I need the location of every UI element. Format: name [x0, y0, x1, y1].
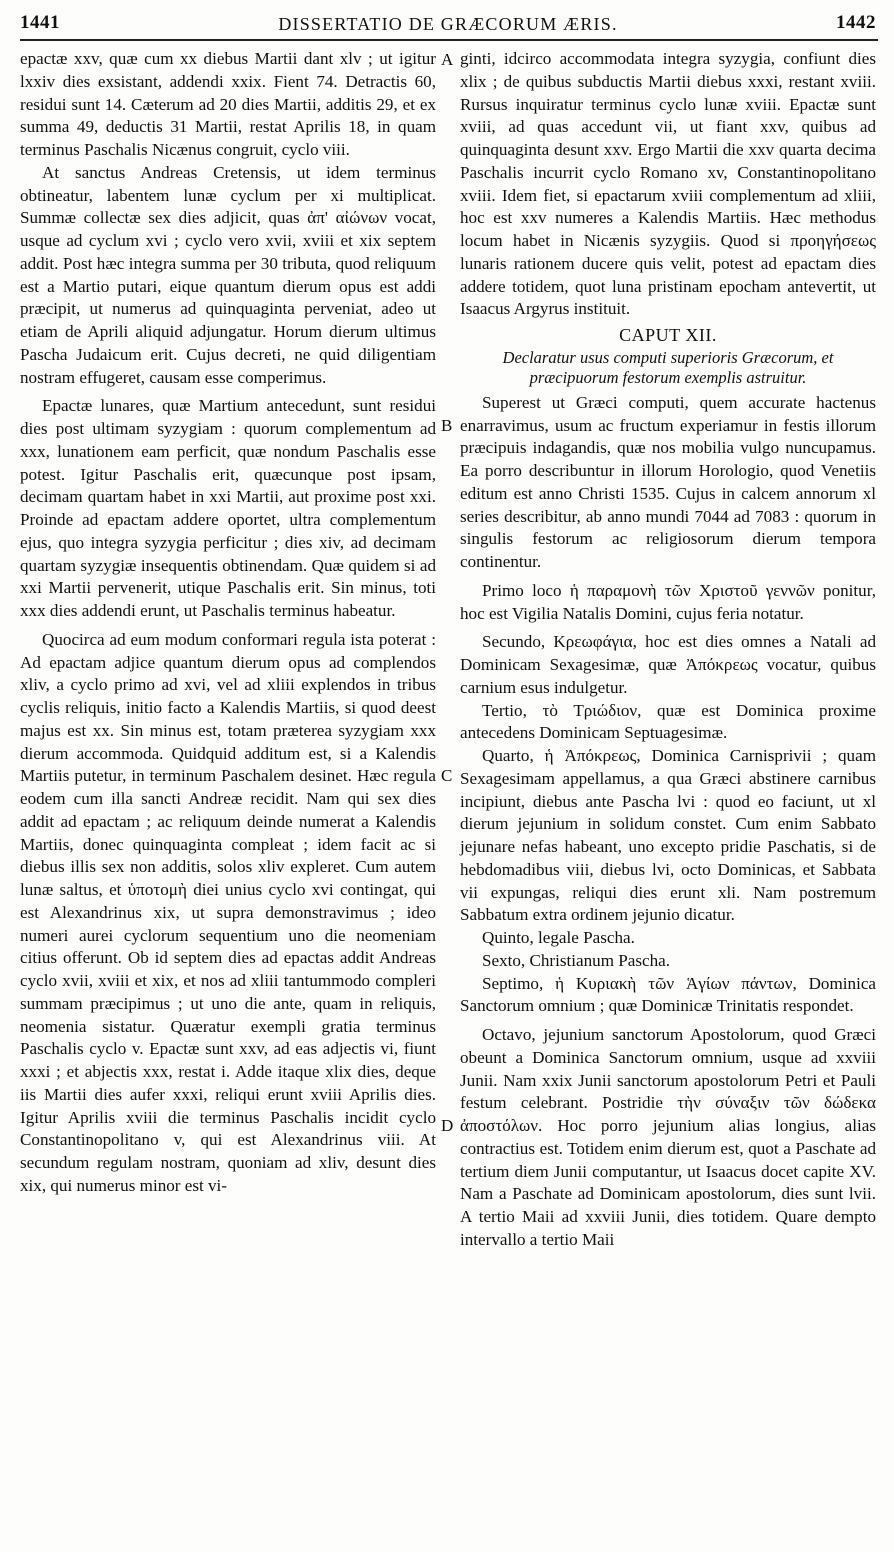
left-column	[20, 48, 436, 1198]
paragraph: Sexto, Christianum Pascha.	[482, 950, 671, 970]
chapter-subtitle: Declaratur usus computi superioris Græcorum, et præcipuorum festorum exemplis astruitur.	[502, 347, 834, 387]
paragraph: Septimo, ἡ Κυριακὴ τῶν Ἁγίων πάντων, Dominica Sanctorum omnium ; quæ Dominicæ Trinitatis respondet.	[460, 973, 876, 1016]
header-rule	[20, 39, 878, 41]
paragraph: ginti, idcirco accommodata integra syzygia, confiunt dies xlix ; de quibus subductis Martii diebus xxxi, restant xviii. Rursus inquiratur terminus cyclo lunæ xviii. Epactæ sunt xviii, ad quas accedunt vii, ut fiant xxv, quibus ad quinquaginta desunt xxv. Ergo Martii die xxv quarta decima Paschalis incurrit cyclo Romano xv, Constantinopolitano xviii. Idem fiet, si epactarum xviii complementum ad xliii, hoc est xxv numeres a Kalendis Martiis. Hæc methodus locum habet in Nicænis syzygiis. Quod si προηγήσεως lunaris rationem ducere quis velit, potest ad epactam dies addere totidem, quot luna pristinam epocham antevertit, ut Isaacus Argyrus instituit.	[460, 49, 876, 319]
paragraph: Quocirca ad eum modum conformari regula ista poterat : Ad epactam adjice quantum dierum opus ad complendos xliv, a cyclo primo ad xvi, vel ad xliii explendos in tribus cyclis reliquis, initio facto a Kalendis Martiis, si quod deest majus est xx. Sin minus est, totam præterea syzygiam xxx dierum accommoda. Quidquid additum est, si a Kalendis Martiis putetur, in terminum Paschalem desinet. Hæc regula eodem cum illa sancti Andreæ recidit. Nam qui sex dies addit ad epactam ; ac reliquum deinde numerat a Kalendis Martiis, donec quinquaginta compleat ; idem facit ac si diebus illis sex non additis, solos xliv expleret. Cum autem lunæ saltus, et ὑποτομὴ diei unius cyclo xvi contingat, qui est Alexandrinus xix, ut supra demonstravimus ; ideo numeri aurei cyclorum sequentium uno die neomeniam citius offerunt. Ob id septem dies ad epactas addit Andreas cyclo xvii, xviii et xix, et nos ad xliii tantummodo compleri summam præcipimus ; ut uno die ante, quam in reliquis, neomenia sistatur. Quæratur exempli gratia terminus Paschalis cyclo v. Epactæ sunt xxv, ad eas adjectis vi, fiunt xxxi ; et abjectis xxx, restat i. Adde itaque xlix dies, deque iis Martii dies aufer xxxi, reliqui erunt xviii Aprilis dies. Igitur Aprilis xviii die terminus Paschalis incidit cyclo Constantinopolitano v, qui est Alexandrinus viii. At secundum regulam nostram, quoniam ad xliv, desunt dies xix, qui numerus minor est vi-	[20, 629, 436, 1195]
margin-letter-d: D	[441, 1116, 454, 1135]
margin-letter-b: B	[441, 416, 453, 435]
paragraph: Secundo, Κρεωφάγια, hoc est dies omnes a Natali ad Dominicam Sexagesimæ, quæ Ἀπόκρεως vocatur, quibus carnium esus indulgetur.	[460, 632, 876, 697]
paragraph: At sanctus Andreas Cretensis, ut idem terminus obtineatur, labentem lunæ cyclum per xi multiplicat. Summæ collectæ sex dies adjicit, quas ἀπ' αἰώνων vocat, usque ad cyclum xvi ; cyclo vero xvii, xviii et xix septem addit. Post hæc integra summa per 30 tributa, quod reliquum est a Martio putari, eique quantum dierum opus est addi præcipit, ut numerus ad quinquaginta perveniat, adeo ut etiam de Aprili aliquid adjungatur. Horum dierum ultimus Pascha Judaicum erit. Cujus decreti, ne quid diligentiam nostram effugeret, causam esse comperimus.	[20, 162, 436, 387]
right-column	[460, 48, 876, 1252]
margin-letter-a: A	[441, 50, 454, 69]
page-number-left: 1441	[20, 12, 60, 33]
paragraph: Epactæ lunares, quæ Martium antecedunt, sunt residui dies post ultimam syzygiam : quorum complementum ad xxx, lunationem eam perficit, quæ nondum Paschalis esse potest. Igitur Paschalis erit, quæcunque post ipsam, decimam quartam habet in xxi Martii, aut proxime post xxi. Proinde ad epactam addere oportet, ultra complementum ejus, quo integra syzygia perficitur ; dies xiv, ad decimam quartam syzygiæ insequentis obtinendam. Quæ quidem si ad xxi Martii pervenerit, utique Paschalis erit. Sin minus, toti xxx dies addendi erunt, ut Paschalis terminus habeatur.	[20, 396, 436, 620]
paragraph: Quinto, legale Pascha.	[482, 928, 635, 947]
running-header	[20, 12, 876, 42]
paragraph: Quarto, ἡ Ἀπόκρεως, Dominica Carnisprivii ; quam Sexagesimam appellamus, a qua Græci abstinere carnibus incipiunt, diebus ante Pascha lvi : quod eo faciunt, ut xl dierum jejunium in solidum constet. Cum enim Sabbato jejunare nefas habeant, uno excepto pridie Paschatis, si de hebdomadibus viii, diebus lvi, octo Dominicas, et Sabbata vii expungas, reliqui dies erunt xli. Nam postremum Sabbatum extra ordinem jejunio dicatur.	[460, 746, 876, 925]
paragraph: Primo loco ἡ παραμονὴ τῶν Χριστοῦ γεννῶν ponitur, hoc est Vigilia Natalis Domini, cujus feria notatur.	[460, 580, 876, 623]
page-number-right: 1442	[836, 12, 876, 33]
margin-letter-c: C	[441, 766, 453, 785]
paragraph: epactæ xxv, quæ cum xx diebus Martii dant xlv ; ut igitur lxxiv dies exsistant, addendi xxix. Fient 74. Detractis 60, residui sunt 14. Cæterum ad 20 dies Martii, additis 29, et ex summa 49, deductis 31 Martii, restat Aprilis 18, in quam terminus Paschalis Nicænus congruit, cyclo viii.	[20, 49, 436, 159]
paragraph: Tertio, τὸ Τριώδιον, quæ est Dominica proxime antecedens Dominicam Septuagesimæ.	[460, 700, 876, 743]
paragraph: Superest ut Græci computi, quem accurate hactenus enarravimus, usum ac fructum experiamur in festis illorum præcipuis indagandis, quæ nos mobilia vulgo nuncupamus. Ea porro describuntur in illorum Horologio, quod Venetiis editum est anno Christi 1535. Cujus in calcem annorum xl series describitur, ab anno mundi 7044 ad 7083 : quorum in singulis festorum ac religiosorum dierum tempora continentur.	[460, 392, 876, 571]
running-title: DISSERTATIO DE GRÆCORUM ÆRIS.	[278, 14, 618, 34]
chapter-title: CAPUT XII.	[619, 325, 717, 345]
paragraph: Octavo, jejunium sanctorum Apostolorum, quod Græci obeunt a Dominica Sanctorum omnium, usque ad xxviii Junii. Nam xxix Junii sanctorum apostolorum Petri et Pauli festum celebrant. Postridie τὴν σύναξιν τῶν δώδεκα ἀποστόλων. Hoc porro jejunium alias longius, alias contractius est. Totidem enim dierum est, quot a Paschate ad tertium diem Junii computantur, ut Isaacus docet capite XV. Nam a Paschate ad Dominicam apostolorum, dies sunt lvii. A tertio Maii ad xxviii Junii, dies totidem. Quare dempto intervallo a tertio Maii	[460, 1025, 876, 1249]
